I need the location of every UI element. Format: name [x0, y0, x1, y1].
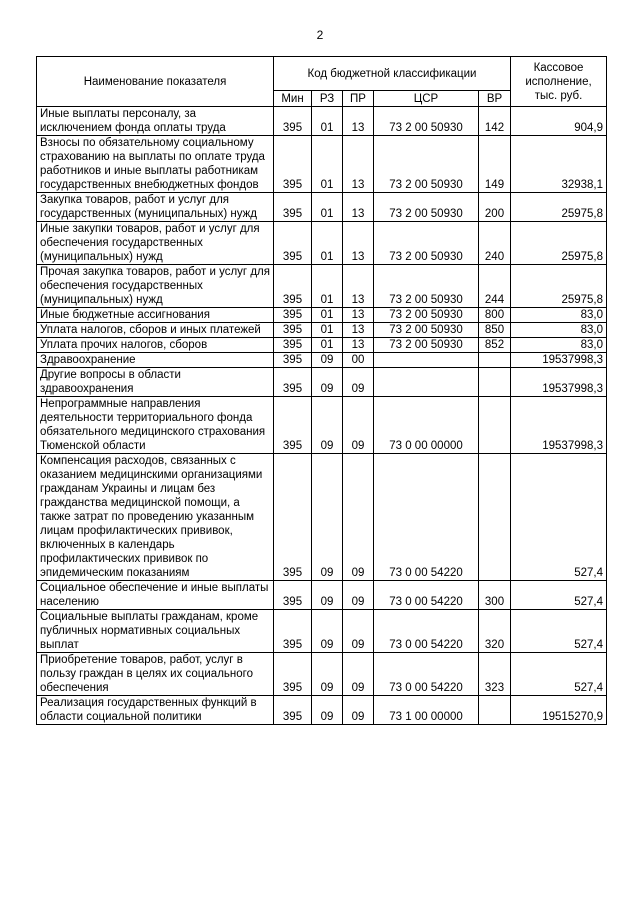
- cell-pr: 09: [343, 368, 374, 397]
- cell-name: Другие вопросы в области здравоохранения: [37, 368, 274, 397]
- cell-min: 395: [274, 397, 312, 454]
- cell-csr: 73 2 00 50930: [374, 193, 479, 222]
- cell-amount: 83,0: [511, 338, 607, 353]
- cell-min: 395: [274, 323, 312, 338]
- cell-name: Непрограммные направления деятельности территориального фонда обязательного медицинского страхования Тюменской области: [37, 397, 274, 454]
- table-row: [37, 353, 607, 368]
- cell-pr: 13: [343, 107, 374, 136]
- cell-pr: 13: [343, 323, 374, 338]
- cell-rz: 01: [312, 323, 343, 338]
- table-row: [37, 136, 607, 193]
- cell-min: 395: [274, 353, 312, 368]
- header-min: Мин: [274, 91, 312, 107]
- cell-vr: 852: [479, 338, 511, 353]
- cell-csr: 73 0 00 00000: [374, 397, 479, 454]
- cell-min: 395: [274, 454, 312, 581]
- cell-name: Иные бюджетные ассигнования: [37, 308, 274, 323]
- header-vr: ВР: [479, 91, 511, 107]
- cell-min: 395: [274, 338, 312, 353]
- cell-min: 395: [274, 308, 312, 323]
- cell-vr: [479, 368, 511, 397]
- cell-rz: 01: [312, 308, 343, 323]
- cell-amount: 19515270,9: [511, 696, 607, 725]
- table-row: [37, 308, 607, 323]
- cell-csr: 73 2 00 50930: [374, 308, 479, 323]
- cell-rz: 09: [312, 610, 343, 653]
- cell-amount: 527,4: [511, 454, 607, 581]
- cell-min: 395: [274, 222, 312, 265]
- cell-vr: 200: [479, 193, 511, 222]
- cell-csr: 73 0 00 54220: [374, 610, 479, 653]
- cell-min: 395: [274, 107, 312, 136]
- cell-pr: 09: [343, 610, 374, 653]
- cell-amount: 25975,8: [511, 222, 607, 265]
- cell-csr: 73 0 00 54220: [374, 454, 479, 581]
- cell-name: Приобретение товаров, работ, услуг в пользу граждан в целях их социального обеспечения: [37, 653, 274, 696]
- table-row: [37, 265, 607, 308]
- cell-min: 395: [274, 696, 312, 725]
- cell-name: Иные закупки товаров, работ и услуг для обеспечения государственных (муниципальных) нужд: [37, 222, 274, 265]
- cell-pr: 09: [343, 454, 374, 581]
- cell-amount: 904,9: [511, 107, 607, 136]
- cell-name: Прочая закупка товаров, работ и услуг для обеспечения государственных (муниципальных) нужд: [37, 265, 274, 308]
- cell-csr: 73 2 00 50930: [374, 107, 479, 136]
- cell-name: Уплата прочих налогов, сборов: [37, 338, 274, 353]
- cell-pr: 13: [343, 308, 374, 323]
- table-row: [37, 653, 607, 696]
- cell-min: 395: [274, 368, 312, 397]
- cell-rz: 09: [312, 653, 343, 696]
- cell-pr: 09: [343, 696, 374, 725]
- cell-min: 395: [274, 136, 312, 193]
- cell-vr: 800: [479, 308, 511, 323]
- cell-min: 395: [274, 610, 312, 653]
- header-csr: ЦСР: [374, 91, 479, 107]
- cell-name: Реализация государственных функций в области социальной политики: [37, 696, 274, 725]
- cell-min: 395: [274, 265, 312, 308]
- header-amount: Кассовое исполнение, тыс. руб.: [511, 57, 607, 107]
- cell-amount: 527,4: [511, 610, 607, 653]
- cell-amount: 25975,8: [511, 193, 607, 222]
- cell-vr: 300: [479, 581, 511, 610]
- cell-rz: 09: [312, 696, 343, 725]
- cell-vr: [479, 353, 511, 368]
- header-rz: РЗ: [312, 91, 343, 107]
- cell-csr: 73 2 00 50930: [374, 323, 479, 338]
- table-row: [37, 338, 607, 353]
- cell-rz: 09: [312, 581, 343, 610]
- cell-rz: 01: [312, 265, 343, 308]
- cell-vr: 850: [479, 323, 511, 338]
- cell-rz: 01: [312, 222, 343, 265]
- cell-amount: 19537998,3: [511, 353, 607, 368]
- table-row: [37, 397, 607, 454]
- cell-amount: 32938,1: [511, 136, 607, 193]
- cell-vr: [479, 454, 511, 581]
- cell-amount: 83,0: [511, 323, 607, 338]
- cell-pr: 09: [343, 397, 374, 454]
- cell-vr: 320: [479, 610, 511, 653]
- cell-pr: 00: [343, 353, 374, 368]
- header-name: Наименование показателя: [37, 57, 274, 107]
- cell-name: Компенсация расходов, связанных с оказанием медицинскими организациями гражданам Украины и лицам без гражданства медицинской помощи, а также затрат по проведению указанным лицам профилактических прививок, включенных в календарь профилактических прививок по эпидемическим показаниям: [37, 454, 274, 581]
- table-row: [37, 610, 607, 653]
- cell-pr: 09: [343, 581, 374, 610]
- header-pr: ПР: [343, 91, 374, 107]
- cell-csr: 73 2 00 50930: [374, 338, 479, 353]
- cell-amount: 83,0: [511, 308, 607, 323]
- cell-csr: 73 1 00 00000: [374, 696, 479, 725]
- table-row: [37, 454, 607, 581]
- budget-table: [36, 56, 607, 725]
- cell-vr: [479, 397, 511, 454]
- cell-min: 395: [274, 193, 312, 222]
- cell-rz: 09: [312, 353, 343, 368]
- cell-pr: 13: [343, 222, 374, 265]
- table-row: [37, 107, 607, 136]
- cell-min: 395: [274, 653, 312, 696]
- table-row: [37, 222, 607, 265]
- cell-name: Социальное обеспечение и иные выплаты населению: [37, 581, 274, 610]
- cell-amount: 19537998,3: [511, 397, 607, 454]
- cell-pr: 13: [343, 193, 374, 222]
- cell-rz: 09: [312, 454, 343, 581]
- cell-pr: 13: [343, 265, 374, 308]
- cell-rz: 01: [312, 193, 343, 222]
- cell-name: Здравоохранение: [37, 353, 274, 368]
- cell-pr: 09: [343, 653, 374, 696]
- cell-csr: 73 0 00 54220: [374, 653, 479, 696]
- cell-amount: 25975,8: [511, 265, 607, 308]
- cell-amount: 19537998,3: [511, 368, 607, 397]
- cell-rz: 01: [312, 107, 343, 136]
- cell-csr: 73 2 00 50930: [374, 222, 479, 265]
- cell-name: Уплата налогов, сборов и иных платежей: [37, 323, 274, 338]
- cell-amount: 527,4: [511, 653, 607, 696]
- page-number: 2: [316, 28, 324, 42]
- header-code-group: Код бюджетной классификации: [274, 57, 511, 91]
- cell-rz: 09: [312, 397, 343, 454]
- cell-pr: 13: [343, 136, 374, 193]
- cell-vr: 142: [479, 107, 511, 136]
- cell-vr: 149: [479, 136, 511, 193]
- cell-rz: 01: [312, 338, 343, 353]
- cell-csr: [374, 368, 479, 397]
- table-row: [37, 193, 607, 222]
- table-row: [37, 368, 607, 397]
- cell-name: Закупка товаров, работ и услуг для государственных (муниципальных) нужд: [37, 193, 274, 222]
- cell-csr: [374, 353, 479, 368]
- cell-vr: 240: [479, 222, 511, 265]
- cell-csr: 73 2 00 50930: [374, 265, 479, 308]
- table-row: [37, 696, 607, 725]
- cell-pr: 13: [343, 338, 374, 353]
- cell-name: Взносы по обязательному социальному страхованию на выплаты по оплате труда работников и иные выплаты работникам государственных внебюджетных фондов: [37, 136, 274, 193]
- table-row: [37, 323, 607, 338]
- cell-csr: 73 0 00 54220: [374, 581, 479, 610]
- cell-csr: 73 2 00 50930: [374, 136, 479, 193]
- table-row: [37, 581, 607, 610]
- cell-vr: 323: [479, 653, 511, 696]
- cell-name: Иные выплаты персоналу, за исключением фонда оплаты труда: [37, 107, 274, 136]
- cell-name: Социальные выплаты гражданам, кроме публичных нормативных социальных выплат: [37, 610, 274, 653]
- cell-rz: 01: [312, 136, 343, 193]
- cell-min: 395: [274, 581, 312, 610]
- cell-vr: 244: [479, 265, 511, 308]
- cell-vr: [479, 696, 511, 725]
- cell-rz: 09: [312, 368, 343, 397]
- cell-amount: 527,4: [511, 581, 607, 610]
